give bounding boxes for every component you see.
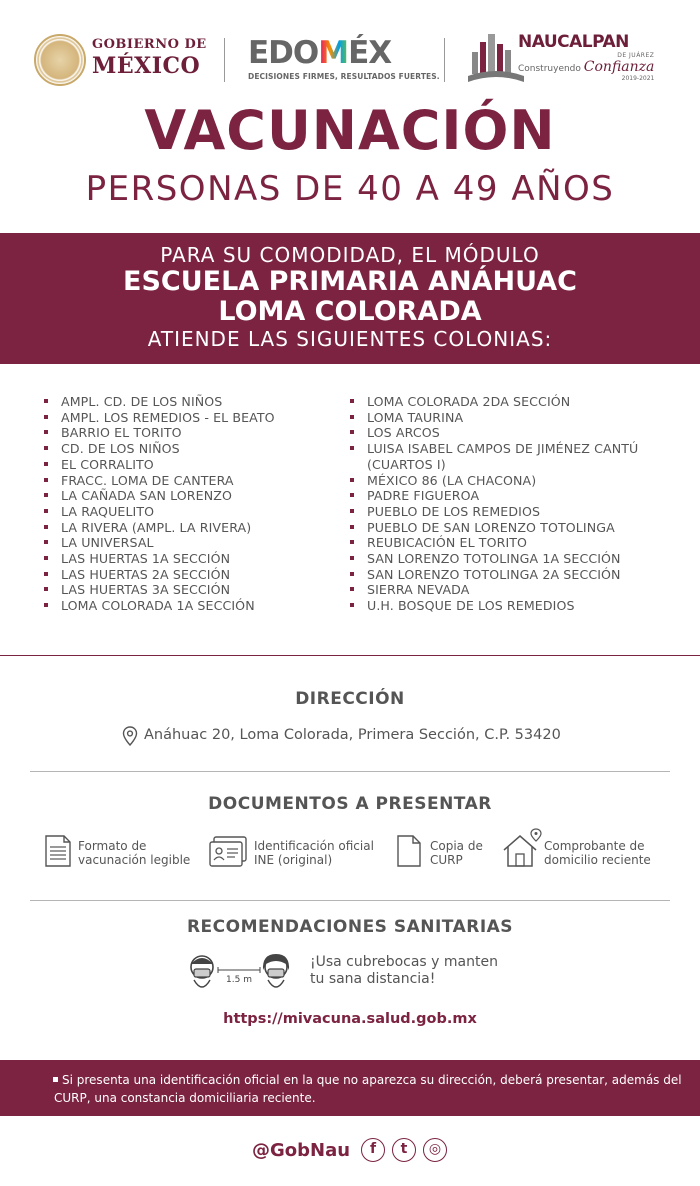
document-label-line1: Formato de	[78, 839, 147, 853]
header-divider	[224, 38, 225, 82]
document-label-line2: vacunación legible	[78, 852, 191, 867]
header-divider	[444, 38, 445, 82]
naucalpan-years: 2019-2021	[621, 75, 655, 82]
colonia-item: FRACC. LOMA DE CANTERA	[44, 473, 344, 489]
naucalpan-logo	[518, 34, 654, 82]
document-label-line1: Identificación oficial	[254, 839, 374, 853]
colonia-item: PADRE FIGUEROA	[350, 488, 670, 504]
naucalpan-subtitle: DE JUÁREZ	[617, 52, 655, 59]
naucalpan-skyline-icon	[466, 30, 526, 86]
module-band	[0, 233, 700, 364]
address-text: Anáhuac 20, Loma Colorada, Primera Sección, C.P. 53420	[144, 727, 561, 743]
edomex-tagline: DECISIONES FIRMES, RESULTADOS FUERTES.	[248, 72, 440, 81]
location-pin-icon	[122, 726, 138, 746]
id-card-icon	[208, 834, 248, 868]
gobierno-line1: GOBIERNO DE	[92, 37, 207, 52]
recommendation	[0, 950, 700, 994]
colonias-right-column	[350, 394, 670, 614]
twitter-icon[interactable]: t	[392, 1138, 416, 1162]
naucalpan-title: NAUCALPAN	[518, 32, 629, 52]
colonia-item: LAS HUERTAS 3A SECCIÓN	[44, 582, 344, 598]
edomex-word-a: EDO	[248, 35, 319, 71]
copy-document-icon	[396, 834, 422, 868]
section-divider	[0, 655, 700, 656]
section-divider	[30, 900, 670, 901]
colonia-item: LA CAÑADA SAN LORENZO	[44, 488, 344, 504]
home-location-icon	[502, 828, 542, 870]
colonia-item: PUEBLO DE SAN LORENZO TOTOLINGA	[350, 520, 670, 536]
colonia-item: LOS ARCOS	[350, 425, 670, 441]
vaccine-url-link[interactable]: https://mivacuna.salud.gob.mx	[223, 1011, 477, 1027]
note-band	[0, 1060, 700, 1116]
mexico-seal-icon	[34, 34, 86, 86]
colonia-item: LA UNIVERSAL	[44, 535, 344, 551]
direccion-title: DIRECCIÓN	[295, 689, 405, 709]
colonia-item: SIERRA NEVADA	[350, 582, 670, 598]
band-line4: ATIENDE LAS SIGUIENTES COLONIAS:	[147, 327, 553, 351]
colonia-item: LOMA COLORADA 2DA SECCIÓN	[350, 394, 670, 410]
recommendation-line1: ¡Usa cubrebocas y manten	[310, 954, 498, 970]
note-text: Si presenta una identificación oficial en la que no aparezca su dirección, deberá presentar, además del CURP, una constancia domiciliaria reciente.	[54, 1073, 682, 1105]
colonia-item: CD. DE LOS NIÑOS	[44, 441, 344, 457]
recommendation-line2: tu sana distancia!	[310, 971, 436, 987]
document-label-line1: Comprobante de	[544, 839, 645, 853]
facebook-icon[interactable]: f	[361, 1138, 385, 1162]
document-label-line2: CURP	[430, 852, 463, 867]
footer	[0, 1137, 700, 1165]
colonia-item: REUBICACIÓN EL TORITO	[350, 535, 670, 551]
colonia-item: LAS HUERTAS 2A SECCIÓN	[44, 567, 344, 583]
colonia-item: U.H. BOSQUE DE LOS REMEDIOS	[350, 598, 670, 614]
colonia-item: MÉXICO 86 (LA CHACONA)	[350, 473, 670, 489]
colonia-item: AMPL. CD. DE LOS NIÑOS	[44, 394, 344, 410]
colonia-item: LAS HUERTAS 1A SECCIÓN	[44, 551, 344, 567]
band-line3: LOMA COLORADA	[218, 296, 482, 327]
page-title: VACUNACIÓN	[144, 99, 556, 162]
band-line2: ESCUELA PRIMARIA ANÁHUAC	[123, 266, 577, 297]
gobierno-line2: MÉXICO	[92, 53, 201, 79]
edomex-logo	[248, 35, 440, 81]
colonias-left-column	[44, 394, 344, 614]
colonia-item: BARRIO EL TORITO	[44, 425, 344, 441]
section-divider	[30, 771, 670, 772]
page-subtitle: PERSONAS DE 40 A 49 AÑOS	[85, 169, 615, 209]
naucalpan-slogan-b: Confianza	[583, 59, 655, 75]
document-label-line1: Copia de	[430, 839, 483, 853]
documents-row	[0, 834, 700, 874]
colonia-item: EL CORRALITO	[44, 457, 344, 473]
colonia-item: LUISA ISABEL CAMPOS DE JIMÉNEZ CANTÚ (CUARTOS I)	[350, 441, 670, 472]
documentos-title: DOCUMENTOS A PRESENTAR	[208, 794, 492, 814]
colonia-item: PUEBLO DE LOS REMEDIOS	[350, 504, 670, 520]
colonia-item: LA RIVERA (AMPL. LA RIVERA)	[44, 520, 344, 536]
edomex-word-m: M	[318, 35, 349, 71]
edomex-word-b: ÉX	[348, 35, 392, 71]
social-handle[interactable]: @GobNau	[252, 1140, 351, 1161]
header	[0, 28, 700, 98]
distance-label: 1.5 m	[226, 975, 252, 985]
colonia-item: SAN LORENZO TOTOLINGA 1A SECCIÓN	[350, 551, 670, 567]
gobierno-de-mexico-logo	[92, 38, 207, 77]
colonia-item: LOMA COLORADA 1A SECCIÓN	[44, 598, 344, 614]
naucalpan-slogan-a: Construyendo	[518, 64, 581, 74]
colonia-item: LOMA TAURINA	[350, 410, 670, 426]
colonia-item: SAN LORENZO TOTOLINGA 2A SECCIÓN	[350, 567, 670, 583]
band-line1: PARA SU COMODIDAD, EL MÓDULO	[160, 243, 540, 267]
form-document-icon	[44, 834, 72, 868]
instagram-icon[interactable]: ◎	[423, 1138, 447, 1162]
social-distance-icon	[186, 950, 298, 994]
colonia-item: AMPL. LOS REMEDIOS - EL BEATO	[44, 410, 344, 426]
document-label-line2: domicilio reciente	[544, 852, 651, 867]
recomendaciones-title: RECOMENDACIONES SANITARIAS	[186, 917, 514, 937]
colonia-item: LA RAQUELITO	[44, 504, 344, 520]
document-label-line2: INE (original)	[254, 852, 333, 867]
